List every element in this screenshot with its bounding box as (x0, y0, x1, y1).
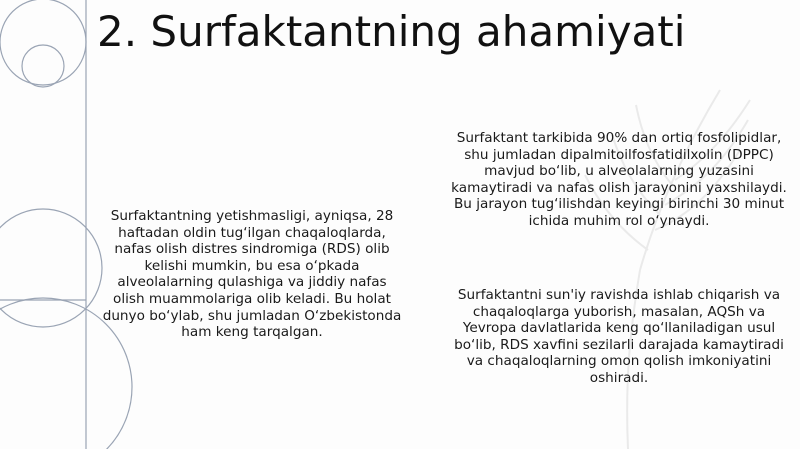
slide-title: 2. Surfaktantning ahamiyati (97, 7, 686, 56)
right-top-text-block: Surfaktant tarkibida 90% dan ortiq fosfolipidlar, shu jumladan dipalmitoilfosfatidilxolin (DPPC) mavjud bo‘lib, u alveolalarning yuzasini kamaytiradi va nafas olish jarayonini yaxshilaydi. Bu jarayon tug‘ilishdan keyingi birinchi 30 minut ichida muhim rol o‘ynaydi. (451, 130, 787, 229)
right-bottom-text-block: Surfaktantni sun'iy ravishda ishlab chiqarish va chaqaloqlarga yuborish, masalan, AQSh va Yevropa davlatlarida keng qo‘llaniladigan usul bo‘lib, RDS xavfini sezilarli darajada kamaytiradi va chaqaloqlarning omon qolish imkoniyatini oshiradi. (454, 287, 784, 386)
left-text-block: Surfaktantning yetishmasligi, ayniqsa, 28 haftadan oldin tug‘ilgan chaqaloqlarda, nafas olish distres sindromiga (RDS) olib kelishi mumkin, bu esa o‘pkada alveolalarning qulashiga va jiddiy nafas olish muammolariga olib keladi. Bu holat dunyo bo‘ylab, shu jumladan O‘zbekistonda ham keng tarqalgan. (102, 208, 402, 341)
